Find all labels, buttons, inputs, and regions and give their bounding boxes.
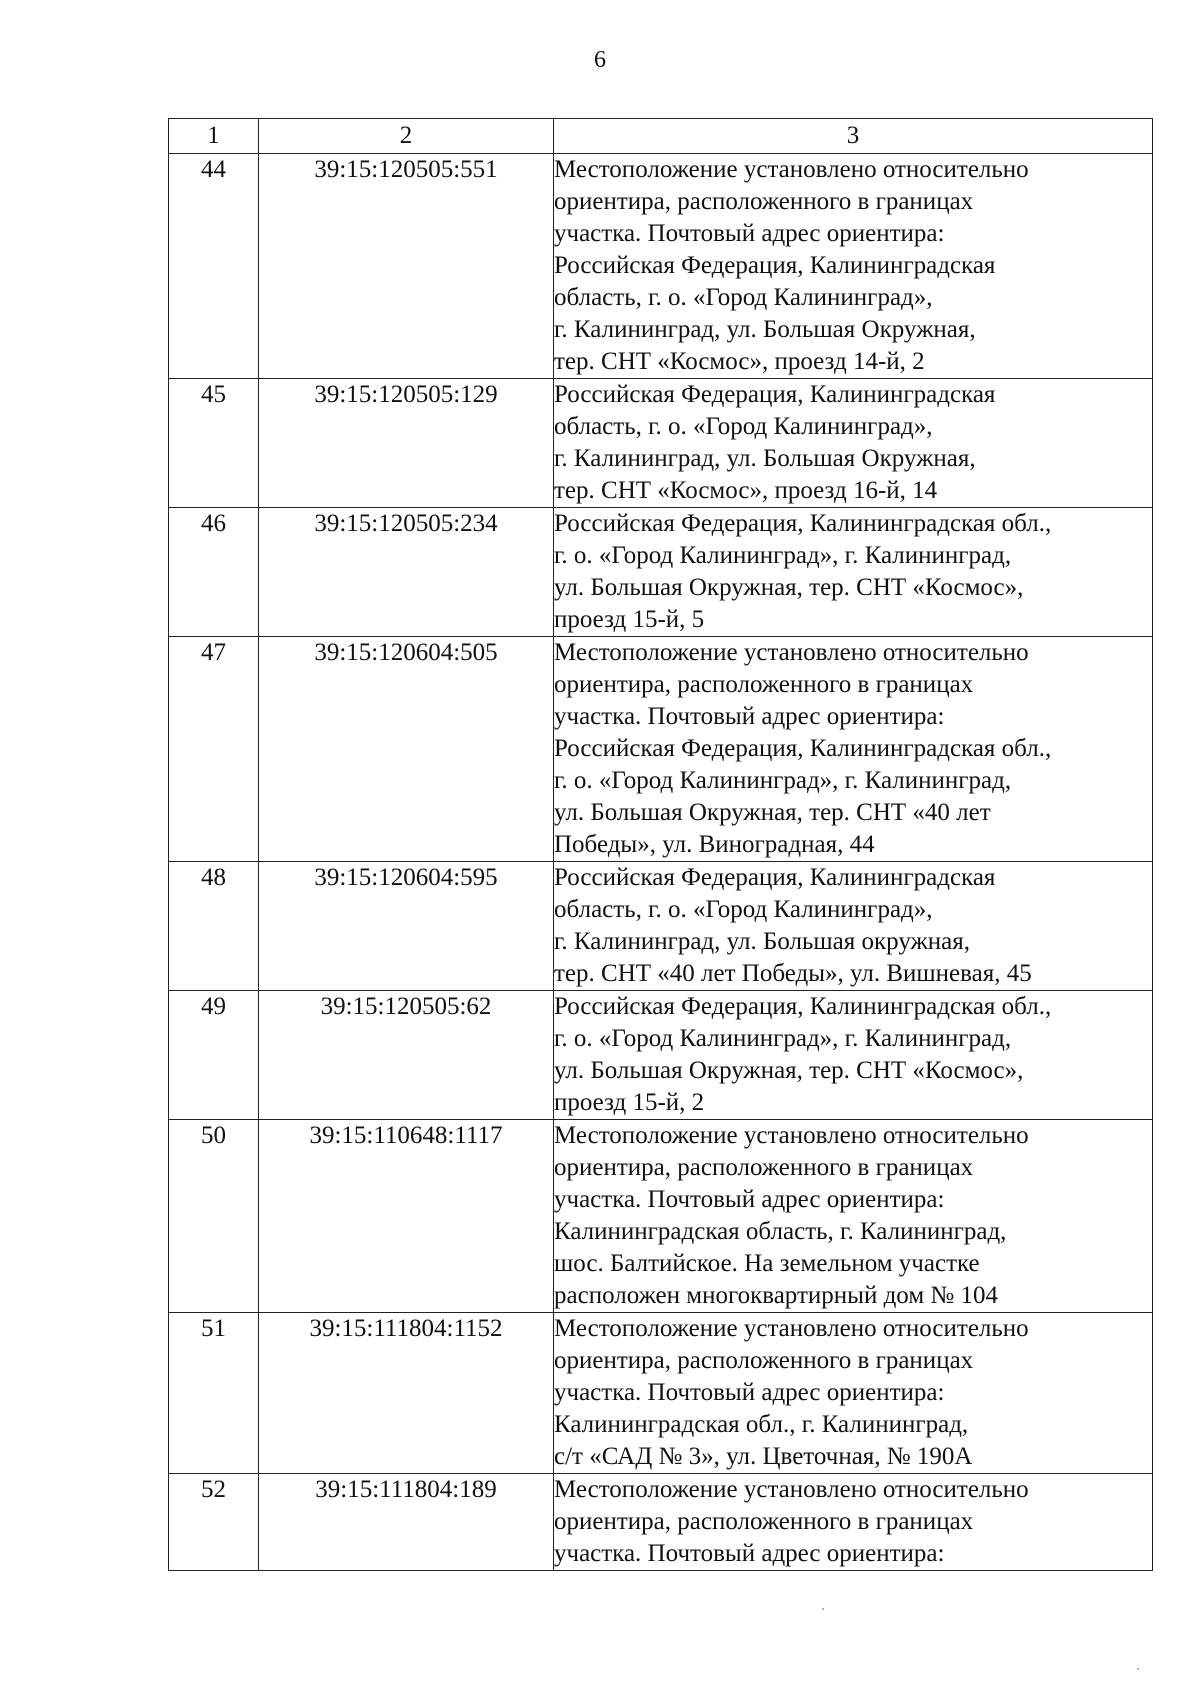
page-number: 6 [594, 47, 606, 73]
address-line: г. Калининград, ул. Большая Окружная, [554, 445, 976, 472]
address-line: Российская Федерация, Калининградская [554, 381, 996, 408]
row-number: 52 [169, 1474, 259, 1571]
cadastral-number: 39:15:120505:234 [259, 508, 554, 637]
table-row [169, 1120, 1153, 1313]
address-line: расположен многоквартирный дом № 104 [554, 1282, 999, 1309]
column-header-3: 3 [554, 119, 1153, 154]
address-line: тер. СНТ «40 лет Победы», ул. Вишневая, 45 [554, 960, 1032, 987]
location-address [554, 154, 1153, 379]
table-row [169, 991, 1153, 1120]
cadastral-number: 39:15:120604:505 [259, 637, 554, 862]
table-row [169, 862, 1153, 991]
row-number: 44 [169, 154, 259, 379]
address-line: шос. Балтийское. На земельном участке [554, 1250, 980, 1277]
table-row [169, 154, 1153, 379]
table-body [169, 154, 1153, 1571]
address-line: Российская Федерация, Калининградская обл., [554, 735, 1052, 762]
location-address [554, 862, 1153, 991]
address-line: тер. СНТ «Космос», проезд 14-й, 2 [554, 348, 925, 375]
address-line: Калининградская обл., г. Калининград, [554, 1411, 969, 1438]
location-address [554, 991, 1153, 1120]
address-line: участка. Почтовый адрес ориентира: [554, 1186, 945, 1213]
column-header-2: 2 [259, 119, 554, 154]
cadastral-number: 39:15:120505:62 [259, 991, 554, 1120]
address-line: Местоположение установлено относительно [554, 1122, 1029, 1149]
table-row [169, 1313, 1153, 1474]
row-number: 47 [169, 637, 259, 862]
address-line: ориентира, расположенного в границах [554, 188, 974, 215]
address-line: г. о. «Город Калининград», г. Калининград, [554, 542, 1012, 569]
row-number: 49 [169, 991, 259, 1120]
address-line: г. о. «Город Калининград», г. Калининград, [554, 1025, 1012, 1052]
location-address [554, 1313, 1153, 1474]
row-number: 45 [169, 379, 259, 508]
address-line: Российская Федерация, Калининградская [554, 864, 996, 891]
table-row [169, 508, 1153, 637]
location-address [554, 1474, 1153, 1571]
address-line: Победы», ул. Виноградная, 44 [554, 831, 875, 858]
table-row [169, 379, 1153, 508]
address-line: Местоположение установлено относительно [554, 1315, 1029, 1342]
address-line: участка. Почтовый адрес ориентира: [554, 220, 945, 247]
address-line: Российская Федерация, Калининградская обл., [554, 993, 1052, 1020]
address-line: г. Калининград, ул. Большая окружная, [554, 928, 971, 955]
location-address [554, 637, 1153, 862]
address-line: ориентира, расположенного в границах [554, 1508, 974, 1535]
address-line: ориентира, расположенного в границах [554, 1154, 974, 1181]
cadastral-number: 39:15:120604:595 [259, 862, 554, 991]
address-line: проезд 15-й, 2 [554, 1089, 705, 1116]
scan-speck [1137, 1668, 1139, 1670]
cadastral-number: 39:15:111804:189 [259, 1474, 554, 1571]
address-line: участка. Почтовый адрес ориентира: [554, 703, 945, 730]
row-number: 50 [169, 1120, 259, 1313]
row-number: 48 [169, 862, 259, 991]
address-line: Местоположение установлено относительно [554, 1476, 1029, 1503]
address-line: г. о. «Город Калининград», г. Калининград, [554, 767, 1012, 794]
address-line: ул. Большая Окружная, тер. СНТ «Космос», [554, 574, 1024, 601]
cadastral-number: 39:15:110648:1117 [259, 1120, 554, 1313]
address-line: Калининградская область, г. Калининград, [554, 1218, 1007, 1245]
address-line: область, г. о. «Город Калининград», [554, 896, 933, 923]
address-line: участка. Почтовый адрес ориентира: [554, 1379, 945, 1406]
land-plots-table [168, 118, 1153, 1571]
table-row [169, 1474, 1153, 1571]
address-line: г. Калининград, ул. Большая Окружная, [554, 316, 976, 343]
address-line: Российская Федерация, Калининградская обл., [554, 510, 1052, 537]
location-address [554, 508, 1153, 637]
address-line: ориентира, расположенного в границах [554, 1347, 974, 1374]
address-line: участка. Почтовый адрес ориентира: [554, 1540, 945, 1567]
scan-speck [822, 1608, 824, 1610]
table-header-row [169, 119, 1153, 154]
address-line: тер. СНТ «Космос», проезд 16-й, 14 [554, 477, 938, 504]
address-line: Российская Федерация, Калининградская [554, 252, 996, 279]
column-header-1: 1 [169, 119, 259, 154]
cadastral-number: 39:15:120505:551 [259, 154, 554, 379]
table-row [169, 637, 1153, 862]
address-line: Местоположение установлено относительно [554, 639, 1029, 666]
address-line: проезд 15-й, 5 [554, 606, 705, 633]
address-line: с/т «САД № 3», ул. Цветочная, № 190А [554, 1443, 973, 1470]
address-line: Местоположение установлено относительно [554, 156, 1029, 183]
address-line: ориентира, расположенного в границах [554, 671, 974, 698]
location-address [554, 1120, 1153, 1313]
cadastral-number: 39:15:111804:1152 [259, 1313, 554, 1474]
address-line: ул. Большая Окружная, тер. СНТ «Космос», [554, 1057, 1024, 1084]
address-line: область, г. о. «Город Калининград», [554, 413, 933, 440]
row-number: 46 [169, 508, 259, 637]
location-address [554, 379, 1153, 508]
address-line: ул. Большая Окружная, тер. СНТ «40 лет [554, 799, 991, 826]
row-number: 51 [169, 1313, 259, 1474]
cadastral-number: 39:15:120505:129 [259, 379, 554, 508]
address-line: область, г. о. «Город Калининград», [554, 284, 933, 311]
